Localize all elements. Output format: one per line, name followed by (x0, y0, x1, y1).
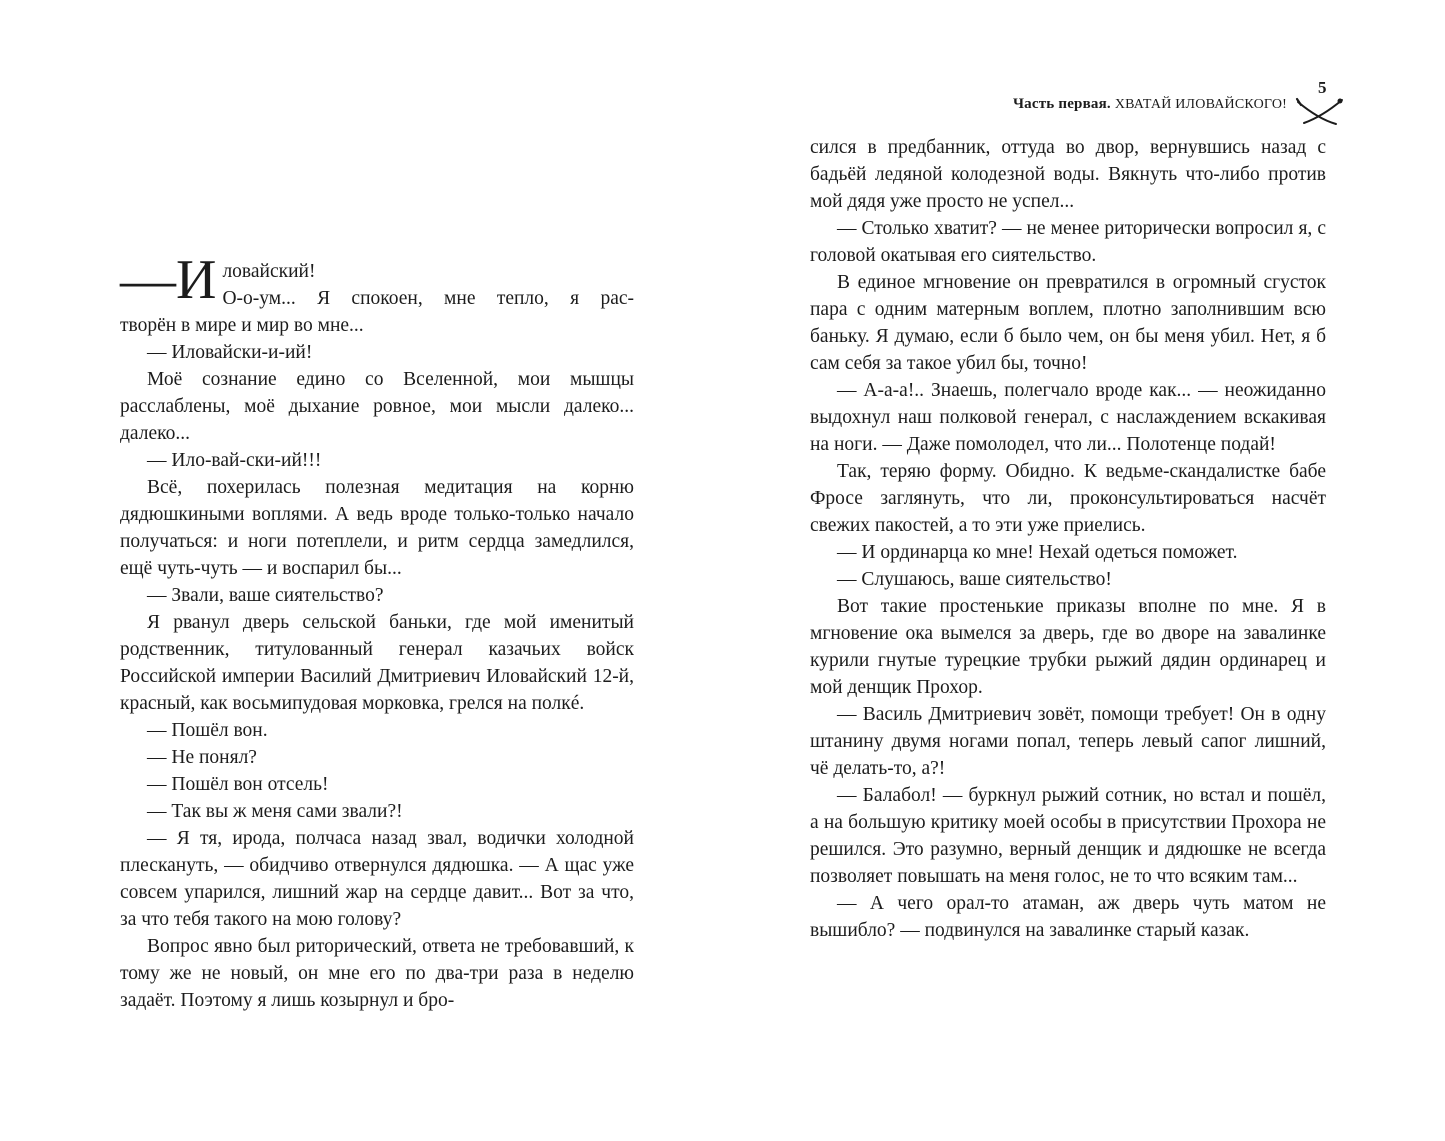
right-page (722, 0, 1445, 1141)
crossed-sabres-icon (1292, 90, 1348, 130)
paragraph: Вопрос явно был риторический, ответа не требовавший, к тому же не новый, он мне его по два-три раза в неделю задаёт. Поэтому я лишь козырнул и бро- (120, 936, 634, 1011)
paragraph: — И ординарца ко мне! Нехай одеться поможет. (837, 542, 1238, 563)
running-head (1013, 94, 1287, 115)
paragraph: — Василь Дмитриевич зовёт, помощи требует! Он в одну штанину двумя ногами попал, теперь левый сапог лишний, чё делать-то, а?! (810, 704, 1326, 779)
paragraph: — А чего орал-то атаман, аж дверь чуть матом не вышибло? — подвинулся на завалинке старый казак. (810, 893, 1326, 941)
paragraph: Так, теряю форму. Обидно. К ведьме-скандалистке бабе Фросе заглянуть, что ли, проконсультироваться насчёт свежих пакостей, а то эти уже приелись. (810, 461, 1326, 536)
paragraph: — Столько хватит? — не менее риторически вопросил я, с головой окатывая его сиятельство. (810, 218, 1326, 266)
paragraph: сился в предбанник, оттуда во двор, вернувшись назад с бадьёй ледяной колодезной воды. Вякнуть что-либо против мой дядя уже просто не успел... (810, 137, 1326, 212)
paragraph: В единое мгновение он превратился в огромный сгусток пара с одним матерным воплем, плотно заполнившим всю баньку. Я думаю, если б было чем, он бы меня убил. Нет, я б сам себя за такое убил бы, точно! (810, 272, 1326, 374)
paragraph: — Слушаюсь, ваше сиятельство! (837, 569, 1112, 590)
paragraph: — Я тя, ирода, полчаса назад звал, водички холодной плескануть, — обидчиво отвернулся дядюшка. — А щас уже совсем упарился, лишний жар на сердце давит... Вот за что, за что тебя такого на мою голову? (120, 828, 634, 930)
paragraph: — Пошёл вон отсель! (147, 774, 329, 795)
paragraph: — Балабол! — буркнул рыжий сотник, но встал и пошёл, а на большую критику моей особы в присутствии Прохора не решился. Это разумно, верный денщик и дядюшке не всегда позволяет повышать на меня голос, не то что всяким там... (810, 785, 1326, 887)
paragraph: — Пошёл вон. (147, 720, 268, 741)
paragraph: Всё, похерилась полезная медитация на корню дядюшкиными воплями. А ведь вроде только-только начало получаться: и ноги потеплели, и ритм сердца замедлился, ещё чуть-чуть — и воспарил бы... (120, 477, 634, 579)
paragraph: — Звали, ваше сиятельство? (147, 585, 384, 606)
paragraph: Вот такие простенькие приказы вполне по мне. Я в мгновение ока вымелся за дверь, где во дворе на завалинке курили гнутые турецкие трубки рыжий дядин ординарец и мой денщик Прохор. (810, 596, 1326, 698)
left-page (0, 0, 722, 1141)
page-number: 5 (1318, 78, 1327, 97)
paragraph: — Не понял? (147, 747, 257, 768)
dropcap-line-2: О-о-ум... Я спокоен, мне тепло, я рас- (222, 288, 634, 309)
dropcap-letter: —И (120, 249, 217, 311)
paragraph: — А-а-а!.. Знаешь, полегчало вроде как... — неожиданно выдохнул наш полковой генерал, с наслаждением вскакивая на ноги. — Даже помолодел, что ли... Полотенце подай! (810, 380, 1326, 455)
running-head-chapter: ХВАТАЙ ИЛОВАЙСКОГО! (1114, 97, 1287, 112)
paragraph: творён в мире и мир во мне... (120, 315, 364, 336)
paragraph: Моё сознание едино со Вселенной, мои мышцы расслаблены, моё дыхание ровное, мои мысли далеко... далеко... (120, 369, 634, 444)
right-page-text (810, 134, 1326, 944)
dropcap-paragraph (120, 249, 634, 312)
running-head-part: Часть первая. (1012, 96, 1111, 112)
paragraph: Я рванул дверь сельской баньки, где мой именитый родственник, титулованный генерал казачьих войск Российской империи Василий Дмитриевич Иловайский 12-й, красный, как восьмипудовая морковка, грелся на полкé. (120, 612, 634, 714)
dropcap-line-1: ловайский! (222, 261, 316, 282)
paragraph: — Так вы ж меня сами звали?! (147, 801, 403, 822)
left-page-text (120, 249, 634, 1014)
paragraph: — Иловайски-и-ий! (147, 342, 313, 363)
paragraph: — Ило-вай-ски-ий!!! (147, 450, 322, 471)
